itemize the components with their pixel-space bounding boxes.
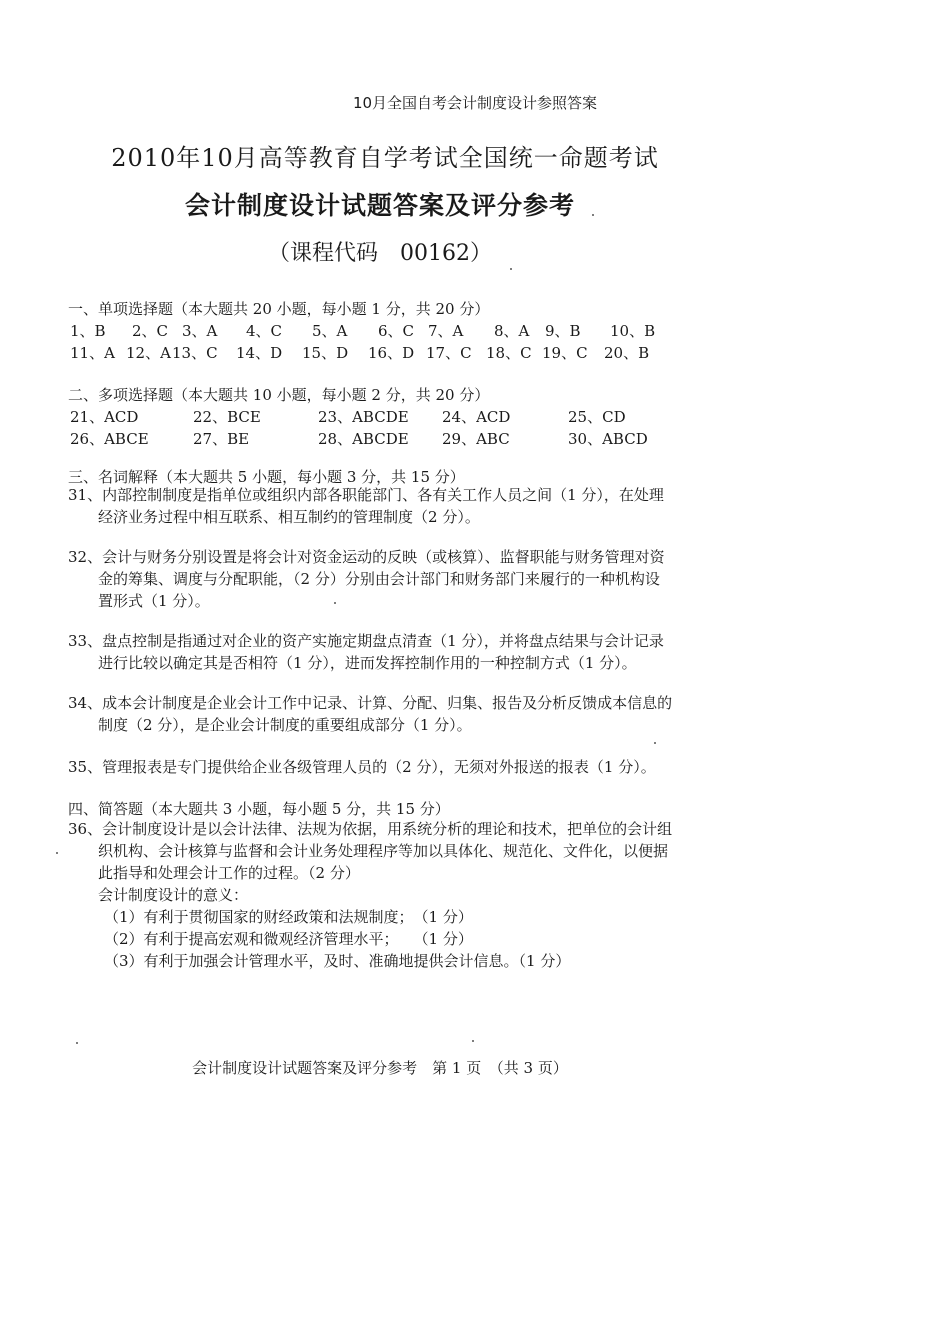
answer-27: 27、BE xyxy=(193,430,250,448)
significance-point: （1）有利于贯彻国家的财经政策和法规制度； （1 分） xyxy=(104,908,473,926)
answer-6: 6、C xyxy=(378,322,415,340)
answer-11: 11、A xyxy=(70,344,115,362)
section2-heading: 二、多项选择题（本大题共 10 小题，每小题 2 分，共 20 分） xyxy=(68,386,490,404)
answer-9: 9、B xyxy=(545,322,581,340)
answer-22: 22、BCE xyxy=(193,408,261,426)
page-footer: 会计制度设计试题答案及评分参考 第 1 页 （共 3 页） xyxy=(192,1059,568,1077)
question-31-line: 31、内部控制制度是指单位或组织内部各职能部门、各有关工作人员之间（1 分），在处理 xyxy=(68,486,664,504)
question-32-line: 32、会计与财务分别设置是将会计对资金运动的反映（或核算）、监督职能与财务管理对资 xyxy=(68,548,665,566)
exam-title: 2010年10月高等教育自学考试全国统一命题考试 xyxy=(111,144,659,172)
answer-4: 4、C xyxy=(246,322,283,340)
scan-speck xyxy=(76,1042,78,1044)
scan-speck xyxy=(472,1040,474,1042)
answer-25: 25、CD xyxy=(568,408,626,426)
scan-speck xyxy=(654,742,656,744)
course-code: （课程代码 00162） xyxy=(268,241,492,266)
scan-speck xyxy=(592,214,594,216)
answer-1: 1、B xyxy=(70,322,106,340)
answer-29: 29、ABC xyxy=(442,430,510,448)
answer-3: 3、A xyxy=(182,322,218,340)
scan-speck xyxy=(510,268,512,270)
question-33-line: 进行比较以确定其是否相符（1 分），进而发挥控制作用的一种控制方式（1 分）。 xyxy=(98,654,637,672)
question-34-line: 34、成本会计制度是企业会计工作中记录、计算、分配、归集、报告及分析反馈成本信息的 xyxy=(68,694,673,712)
answer-24: 24、ACD xyxy=(442,408,511,426)
question-34-line: 制度（2 分），是企业会计制度的重要组成部分（1 分）。 xyxy=(98,716,472,734)
answer-15: 15、D xyxy=(302,344,349,362)
question-34 xyxy=(68,692,672,736)
section1-heading: 一、单项选择题（本大题共 20 小题，每小题 1 分，共 20 分） xyxy=(68,300,490,318)
question-36-line: 会计制度设计的意义： xyxy=(98,886,249,904)
question-36-line: 此指导和处理会计工作的过程。（2 分） xyxy=(98,864,360,882)
answer-19: 19、C xyxy=(542,344,588,362)
answer-26: 26、ABCE xyxy=(70,430,149,448)
question-33-line: 33、盘点控制是指通过对企业的资产实施定期盘点清查（1 分），并将盘点结果与会计记录 xyxy=(68,632,664,650)
answer-8: 8、A xyxy=(494,322,530,340)
question-32 xyxy=(68,546,665,612)
section3-heading: 三、名词解释（本大题共 5 小题，每小题 3 分，共 15 分） xyxy=(68,468,465,486)
question-32-line: 金的筹集、调度与分配职能，（2 分）分别由会计部门和财务部门来履行的一种机构设 xyxy=(98,570,660,588)
answer-28: 28、ABCDE xyxy=(318,430,409,448)
answer-18: 18、C xyxy=(486,344,532,362)
question-31-line: 经济业务过程中相互联系、相互制约的管理制度（2 分）。 xyxy=(98,508,480,526)
answer-21: 21、ACD xyxy=(70,408,139,426)
question-35 xyxy=(68,756,656,778)
subject-title: 会计制度设计试题答案及评分参考 xyxy=(184,191,575,220)
question-36-line: 织机构、会计核算与监督和会计业务处理程序等加以具体化、规范化、文件化，以便据 xyxy=(98,842,669,860)
answer-13: 13、C xyxy=(172,344,218,362)
question-33 xyxy=(68,630,664,674)
question-36 xyxy=(68,818,672,972)
significance-point: （2）有利于提高宏观和微观经济管理水平； （1 分） xyxy=(104,930,473,948)
question-36-line: 36、会计制度设计是以会计法律、法规为依据，用系统分析的理论和技术，把单位的会计组 xyxy=(68,820,673,838)
answer-14: 14、D xyxy=(236,344,283,362)
page-header: 10月全国自考会计制度设计参照答案 xyxy=(352,94,598,112)
question-31 xyxy=(68,484,664,528)
significance-point: （3）有利于加强会计管理水平，及时、准确地提供会计信息。（1 分） xyxy=(104,952,571,970)
answer-20: 20、B xyxy=(604,344,650,362)
answer-7: 7、A xyxy=(428,322,464,340)
answer-5: 5、A xyxy=(312,322,348,340)
section4-heading: 四、简答题（本大题共 3 小题，每小题 5 分，共 15 分） xyxy=(68,800,450,818)
answer-30: 30、ABCD xyxy=(568,430,648,448)
answer-17: 17、C xyxy=(426,344,472,362)
scan-speck xyxy=(334,602,336,604)
answer-23: 23、ABCDE xyxy=(318,408,409,426)
answer-2: 2、C xyxy=(132,322,169,340)
question-32-line: 置形式（1 分）。 xyxy=(98,592,210,610)
answer-16: 16、D xyxy=(368,344,415,362)
scan-speck xyxy=(56,852,58,854)
question-35-line: 35、管理报表是专门提供给企业各级管理人员的（2 分），无须对外报送的报表（1 分）。 xyxy=(68,758,656,776)
answer-12: 12、A xyxy=(126,344,171,362)
answer-10: 10、B xyxy=(610,322,656,340)
